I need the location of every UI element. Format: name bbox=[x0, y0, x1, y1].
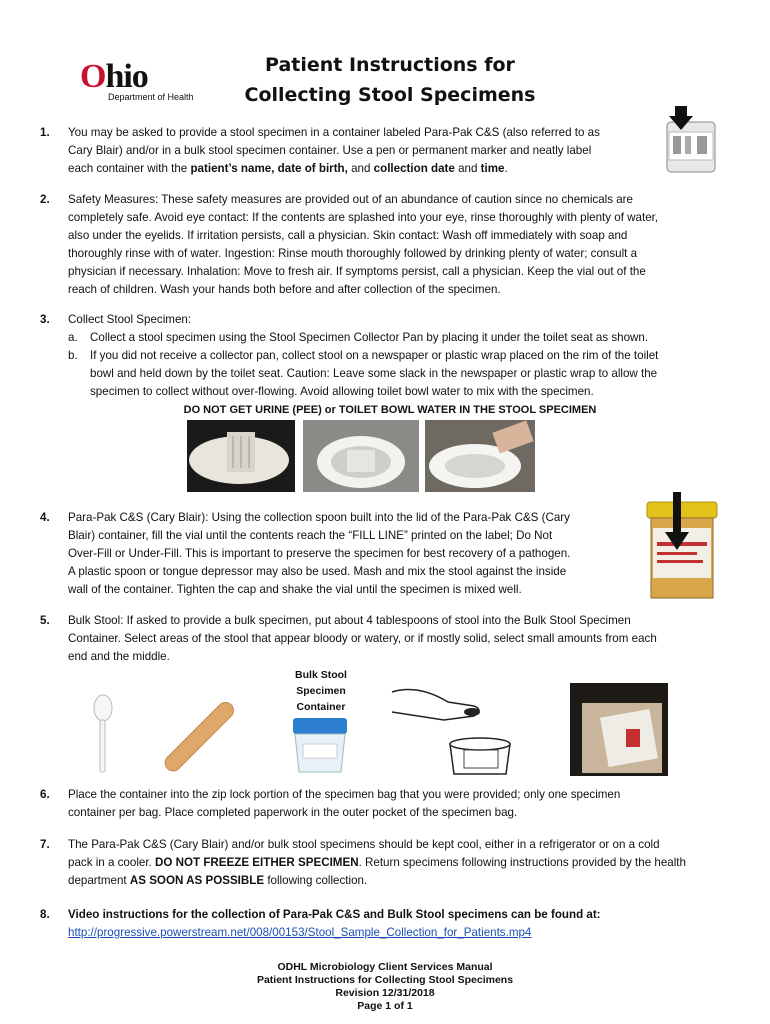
item-3b-line: bowl and held down by the toilet seat. Caution: Leave some slack in the newspaper or plastic wrap to allow the bbox=[90, 367, 658, 380]
item-3b-text bbox=[90, 347, 740, 401]
logo-word: hio bbox=[105, 58, 148, 95]
item-4-line: Over-Fill or Under-Fill. This is important to preserve the specimen for best recovery of a pathogen. bbox=[68, 547, 571, 560]
footer bbox=[0, 961, 770, 1013]
item-number-1: 1. bbox=[40, 126, 50, 139]
item-number-2: 2. bbox=[40, 193, 50, 206]
footer-line: Revision 12/31/2018 bbox=[335, 987, 435, 999]
parapak-vial-arrow-image bbox=[643, 492, 721, 600]
title-line-2: Collecting Stool Specimens bbox=[244, 84, 536, 106]
text-span: . Return specimens following instructions provided by the health bbox=[358, 856, 686, 869]
item-1-line: You may be asked to provide a stool specimen in a container labeled Para-Pak C&S (also referred to as bbox=[68, 126, 600, 139]
item-8-text: Video instructions for the collection of Para-Pak C&S and Bulk Stool specimens can be found at: bbox=[68, 908, 601, 921]
text-span: and bbox=[347, 162, 374, 175]
item-5-line: Bulk Stool: If asked to provide a bulk specimen, put about 4 tablespoons of stool into the Bulk Stool Specimen bbox=[68, 614, 631, 627]
item-1-text bbox=[68, 124, 668, 178]
bulk-container-icon bbox=[287, 716, 353, 776]
item-4-line: A plastic spoon or tongue depressor may also be used. Mash and mix the stool against the inside bbox=[68, 565, 567, 578]
video-link[interactable]: http://progressive.powerstream.net/008/00153/Stool_Sample_Collection_for_Patients.mp4 bbox=[68, 926, 532, 939]
item-4-line: Para-Pak C&S (Cary Blair): Using the collection spoon built into the lid of the Para-Pak C&S (Cary bbox=[68, 511, 570, 524]
logo-letter: O bbox=[80, 58, 106, 95]
item-3b-line: If you did not receive a collector pan, collect stool on a newspaper or plastic wrap placed on the rim of the toilet bbox=[90, 349, 659, 362]
item-4-line: Blair) container, fill the vial until the contents reach the “FILL LINE” printed on the label; Do Not bbox=[68, 529, 553, 542]
item-2-line: physician if necessary. Inhalation: Move to fresh air. If symptoms persist, call a physician. Keep the vial out of the bbox=[68, 265, 646, 278]
item-1-line: Cary Blair) and/or in a bulk stool specimen container. Use a pen or permanent marker and neatly label bbox=[68, 144, 592, 157]
footer-line: Page 1 of 1 bbox=[357, 1000, 413, 1012]
item-3a-text: Collect a stool specimen using the Stool Specimen Collector Pan by placing it under the toilet seat as shown. bbox=[90, 331, 649, 344]
bulk-label-line: Specimen bbox=[296, 685, 346, 697]
item-number-7: 7. bbox=[40, 838, 50, 851]
bold-span: time bbox=[480, 162, 505, 175]
logo-subtitle: Department of Health bbox=[108, 92, 194, 102]
plastic-spoon-icon bbox=[88, 694, 118, 774]
ohio-logo bbox=[80, 58, 194, 102]
item-number-4: 4. bbox=[40, 511, 50, 524]
item-1-line bbox=[68, 160, 668, 178]
item-7-line bbox=[68, 872, 738, 890]
item-number-5: 5. bbox=[40, 614, 50, 627]
item-6-text bbox=[68, 786, 738, 822]
page-title bbox=[210, 50, 570, 110]
text-span: following collection. bbox=[264, 874, 368, 887]
bold-span: DO NOT FREEZE EITHER SPECIMEN bbox=[155, 856, 359, 869]
item-4-text bbox=[68, 509, 638, 599]
item-7-line bbox=[68, 854, 738, 872]
tongue-depressor-icon bbox=[160, 696, 240, 776]
item-4-line: wall of the container. Tighten the cap and shake the vial until the specimen is mixed well. bbox=[68, 583, 522, 596]
collector-pan-photo bbox=[187, 420, 295, 492]
bold-span: AS SOON AS POSSIBLE bbox=[129, 874, 265, 887]
item-2-line: thoroughly rinse with of water. Ingestion: Rinse mouth thoroughly followed by drinking plenty of water; consult a bbox=[68, 247, 638, 260]
item-7-text bbox=[68, 836, 738, 890]
item-number-8: 8. bbox=[40, 908, 50, 921]
title-line-1: Patient Instructions for bbox=[265, 54, 515, 76]
hand-scooping-icon bbox=[388, 682, 528, 778]
item-3-heading: Collect Stool Specimen: bbox=[68, 313, 192, 326]
toilet-photo bbox=[303, 420, 419, 492]
item-3a-label: a. bbox=[68, 331, 78, 344]
item-2-text bbox=[68, 191, 738, 299]
item-number-6: 6. bbox=[40, 788, 50, 801]
item-2-line: Safety Measures: These safety measures are provided out of an abundance of caution since no chemicals are bbox=[68, 193, 633, 206]
item-6-line: container per bag. Place completed paperwork in the outer pocket of the specimen bag. bbox=[68, 806, 518, 819]
bag-photo bbox=[570, 683, 668, 776]
item-3b-line: specimen to collect without over-flowing. Avoid allowing toilet bowl water to mix with the specimen. bbox=[90, 385, 594, 398]
item-5-line: Container. Select areas of the stool that appear bloody or watery, or if mostly solid, select small amounts from each bbox=[68, 632, 657, 645]
item-6-line: Place the container into the zip lock portion of the specimen bag that you were provided; only one specimen bbox=[68, 788, 621, 801]
item-2-line: completely safe. Avoid eye contact: If the contents are splashed into your eye, rinse thoroughly with plenty of water, bbox=[68, 211, 659, 224]
text-span: each container with the bbox=[68, 162, 191, 175]
text-span: department bbox=[68, 874, 130, 887]
text-span: . bbox=[504, 162, 508, 175]
text-span: and bbox=[454, 162, 481, 175]
item-5-text bbox=[68, 612, 738, 666]
footer-line: ODHL Microbiology Client Services Manual bbox=[277, 961, 493, 973]
text-span: pack in a cooler. bbox=[68, 856, 156, 869]
bulk-container-label bbox=[280, 667, 362, 715]
item-5-line: end and the middle. bbox=[68, 650, 170, 663]
item-2-line: also under the eyelids. If irritation persists, call a physician. Skin contact: Wash off immediately with soap and bbox=[68, 229, 628, 242]
item-7-line: The Para-Pak C&S (Cary Blair) and/or bulk stool specimens should be kept cool, either in a refrigerator or on a cold bbox=[68, 838, 660, 851]
bold-span: collection date bbox=[373, 162, 455, 175]
toilet-pan-photo bbox=[425, 420, 535, 492]
bulk-label-line: Bulk Stool bbox=[295, 669, 347, 681]
footer-line: Patient Instructions for Collecting Stool Specimens bbox=[256, 974, 514, 986]
bold-span: patient’s name, date of birth, bbox=[190, 162, 348, 175]
item-2-line: reach of children. Wash your hands both before and after collection of the specimen. bbox=[68, 283, 501, 296]
warning-text: DO NOT GET URINE (PEE) or TOILET BOWL WATER IN THE STOOL SPECIMEN bbox=[183, 404, 597, 416]
item-3b-label: b. bbox=[68, 349, 78, 362]
bulk-label-line: Container bbox=[296, 701, 346, 713]
item-number-3: 3. bbox=[40, 313, 50, 326]
